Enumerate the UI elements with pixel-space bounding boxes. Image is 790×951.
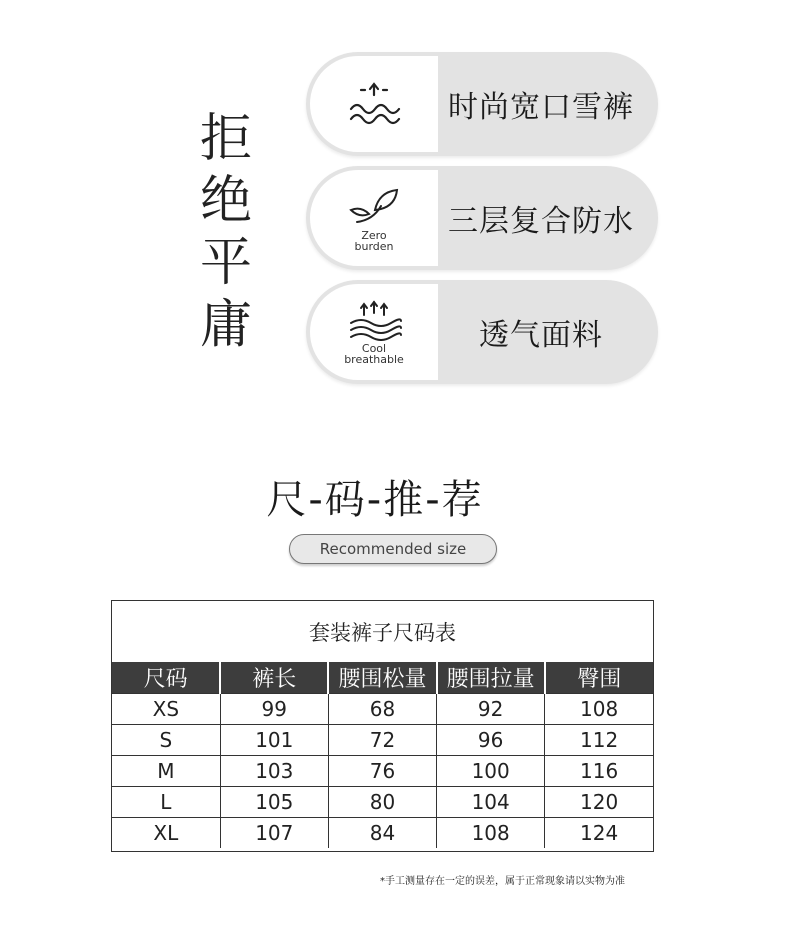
- table-cell: 124: [545, 818, 653, 849]
- size-chart-caption: 套装裤子尺码表: [309, 620, 456, 645]
- header-cell: 腰围拉量: [437, 662, 545, 694]
- feature-icon-area: [310, 56, 438, 152]
- table-cell: 96: [437, 725, 545, 756]
- table-cell: 68: [328, 694, 436, 725]
- table-cell: XL: [112, 818, 220, 849]
- feature-label: 时尚宽口雪裤: [448, 90, 634, 125]
- feature-pill-waterproof: [306, 166, 658, 270]
- slogan-char: 庸: [199, 295, 252, 355]
- breathable-waves-icon: [339, 299, 409, 341]
- table-row: [112, 694, 653, 725]
- measurement-footnote: *手工测量存在一定的误差，属于正常现象请以实物为准: [380, 876, 625, 887]
- table-cell: S: [112, 725, 220, 756]
- vertical-slogan: [196, 108, 256, 356]
- table-cell: 100: [437, 756, 545, 787]
- table-row: [112, 787, 653, 818]
- size-chart: [111, 600, 654, 852]
- leaf-icon: [339, 184, 409, 228]
- feature-pill-breathable: [306, 280, 658, 384]
- table-cell: 104: [437, 787, 545, 818]
- recommended-size-badge: Recommended size: [289, 534, 497, 564]
- feature-icon-area: [310, 284, 438, 380]
- table-cell: 112: [545, 725, 653, 756]
- table-cell: 116: [545, 756, 653, 787]
- wave-arrows-icon: [339, 79, 409, 129]
- size-section-title: 尺-码-推-荐: [266, 477, 484, 523]
- table-cell: 92: [437, 694, 545, 725]
- feature-label: 透气面料: [479, 318, 603, 353]
- table-cell: 80: [328, 787, 436, 818]
- table-cell: M: [112, 756, 220, 787]
- icon-caption: Cool breathable: [344, 342, 404, 366]
- table-cell: 103: [220, 756, 328, 787]
- slogan-char: 平: [199, 233, 252, 293]
- table-cell: 72: [328, 725, 436, 756]
- table-row: [112, 756, 653, 787]
- table-cell: 105: [220, 787, 328, 818]
- table-cell: 120: [545, 787, 653, 818]
- table-cell: 107: [220, 818, 328, 849]
- table-cell: 76: [328, 756, 436, 787]
- slogan-char: 绝: [199, 171, 252, 231]
- header-cell: 裤长: [220, 662, 328, 694]
- size-table: [112, 662, 653, 848]
- slogan-char: 拒: [199, 109, 252, 169]
- header-cell: 尺码: [112, 662, 220, 694]
- table-cell: L: [112, 787, 220, 818]
- table-cell: 101: [220, 725, 328, 756]
- table-cell: XS: [112, 694, 220, 725]
- table-cell: 108: [437, 818, 545, 849]
- table-row: [112, 818, 653, 849]
- table-cell: 108: [545, 694, 653, 725]
- table-header-row: [112, 662, 653, 694]
- icon-caption: Zero burden: [354, 229, 394, 253]
- table-row: [112, 725, 653, 756]
- table-cell: 99: [220, 694, 328, 725]
- feature-pill-wide-leg: [306, 52, 658, 156]
- header-cell: 臀围: [545, 662, 653, 694]
- header-cell: 腰围松量: [328, 662, 436, 694]
- table-cell: 84: [328, 818, 436, 849]
- feature-label: 三层复合防水: [448, 204, 634, 239]
- feature-icon-area: [310, 170, 438, 266]
